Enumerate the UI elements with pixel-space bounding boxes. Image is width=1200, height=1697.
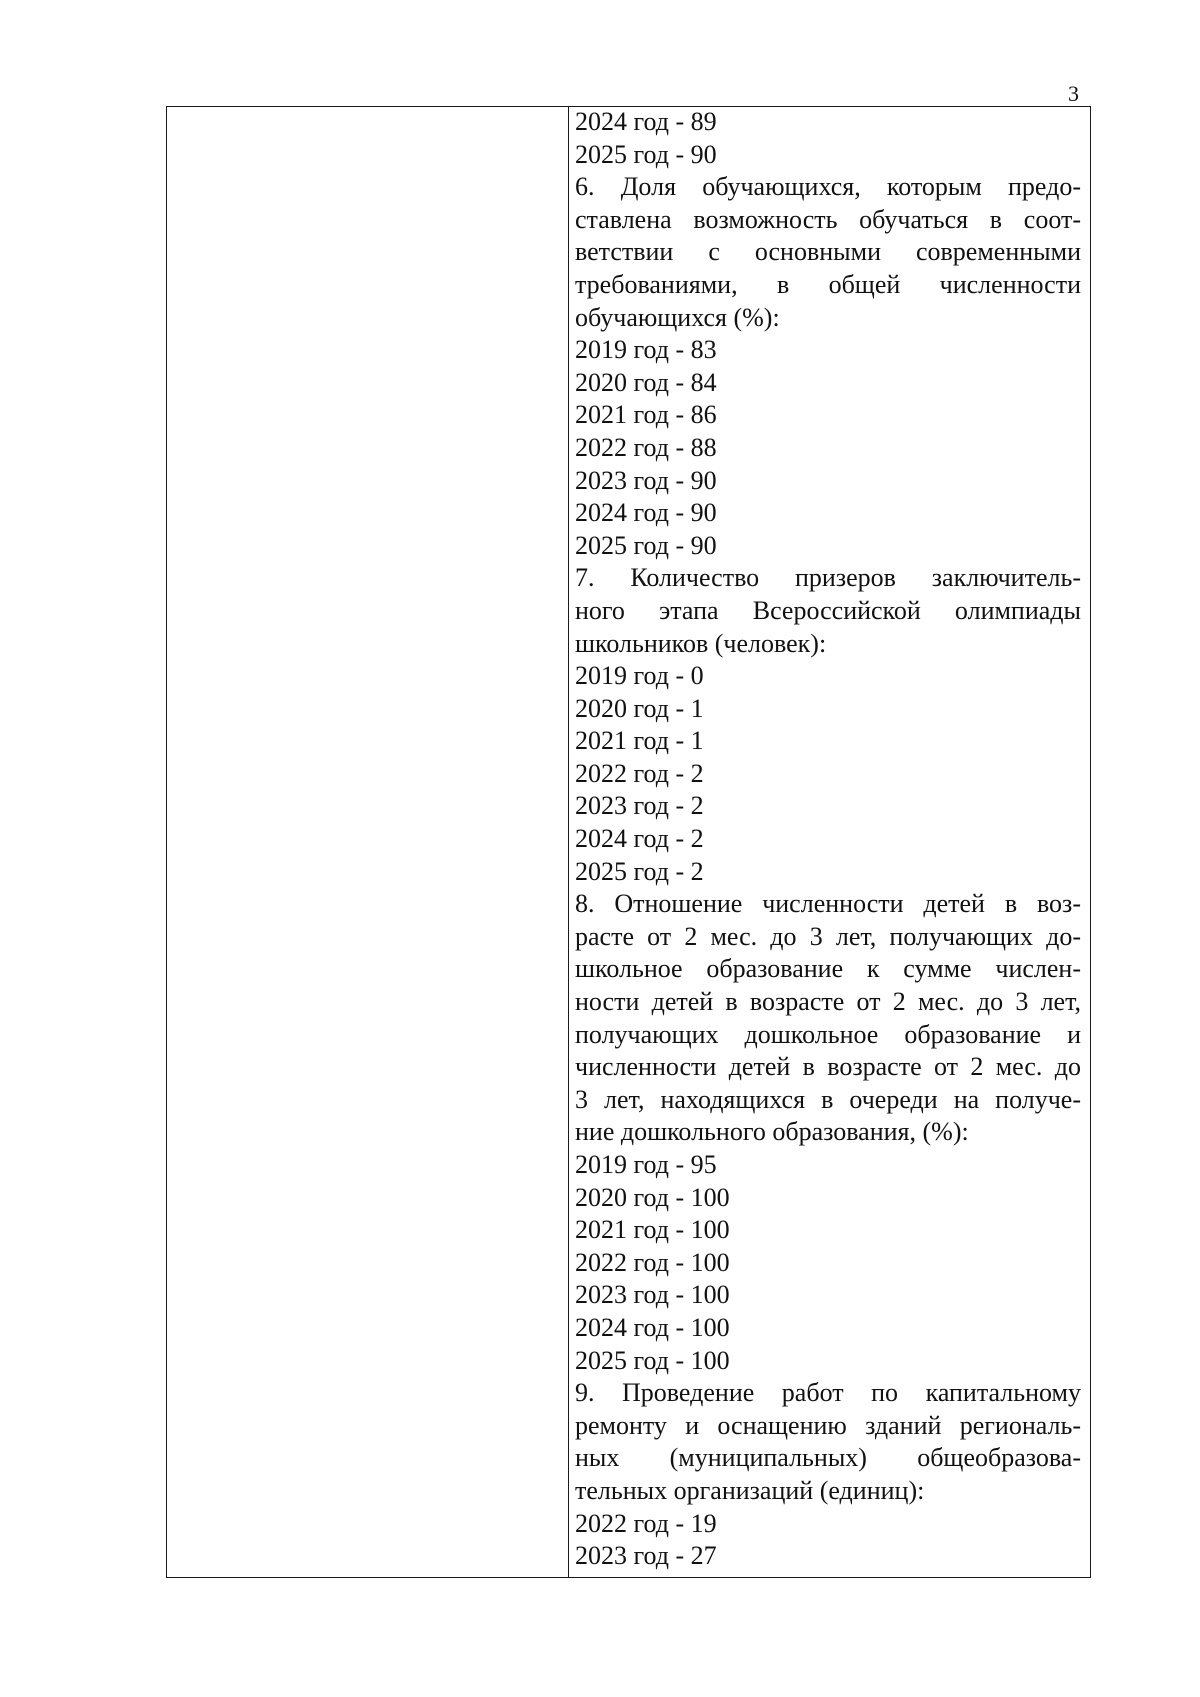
column-divider [568, 107, 569, 1577]
text-line: обучающихся (%): [575, 302, 780, 332]
text-line: 6. Доля обучающихся, которым предо- [575, 172, 1081, 202]
text-line: 2021 год - 1 [575, 726, 704, 756]
text-line: 9. Проведение работ по капитальному [575, 1378, 1081, 1408]
text-line: 2022 год - 88 [575, 432, 717, 462]
text-line: ных (муниципальных) общеобразова- [575, 1443, 1081, 1473]
text-line: 7. Количество призеров заключитель- [575, 563, 1081, 593]
indicators-table [166, 106, 1091, 1578]
text-line: ставлена возможность обучаться в соот- [575, 204, 1081, 234]
text-line: школьное образование к сумме числен- [575, 954, 1081, 984]
text-line: 2021 год - 100 [575, 1215, 730, 1245]
text-line: 2022 год - 19 [575, 1508, 717, 1538]
text-line: требованиями, в общей численности [575, 269, 1081, 299]
text-line: 2019 год - 95 [575, 1150, 717, 1179]
text-line: расте от 2 мес. до 3 лет, получающих до- [575, 921, 1081, 951]
text-line: ние дошкольного образования, (%): [575, 1117, 969, 1147]
text-line: 2020 год - 100 [575, 1182, 730, 1212]
text-line: ного этапа Всероссийской олимпиады [575, 595, 1081, 625]
text-line: 2024 год - 2 [575, 824, 704, 854]
text-line: 2022 год - 100 [575, 1247, 730, 1277]
text-line: 2024 год - 100 [575, 1312, 730, 1342]
page-number: 3 [1068, 81, 1079, 106]
text-line: 2022 год - 2 [575, 758, 704, 788]
text-line: школьников (человек): [575, 628, 827, 658]
text-line: ветствии с основными современными [575, 237, 1081, 267]
text-line: 8. Отношение численности детей в воз- [575, 889, 1081, 919]
text-line: 2025 год - 2 [575, 856, 704, 886]
table-right-cell [575, 106, 1081, 1573]
text-line: тельных организаций (единиц): [575, 1475, 925, 1505]
text-line: ремонту и оснащению зданий региональ- [575, 1410, 1081, 1440]
text-line: 2024 год - 89 [575, 107, 717, 136]
text-line: 2023 год - 90 [575, 465, 717, 495]
text-line: 2020 год - 1 [575, 693, 704, 723]
text-line: 3 лет, находящихся в очереди на получе- [575, 1084, 1081, 1114]
text-line: получающих дошкольное образование и [575, 1019, 1081, 1049]
text-line: 2023 год - 27 [575, 1541, 717, 1571]
text-line: 2023 год - 100 [575, 1280, 730, 1310]
text-line: 2024 год - 90 [575, 498, 717, 528]
text-line: численности детей в возрасте от 2 мес. до [575, 1052, 1081, 1082]
text-line: 2023 год - 2 [575, 791, 704, 821]
table-left-cell [167, 107, 568, 1577]
text-line: 2025 год - 100 [575, 1345, 730, 1375]
text-line: 2019 год - 83 [575, 335, 717, 365]
text-line: 2020 год - 84 [575, 367, 717, 397]
text-line: 2025 год - 90 [575, 530, 717, 560]
text-line: ности детей в возрасте от 2 мес. до 3 лет, [575, 987, 1081, 1017]
text-line: 2019 год - 0 [575, 661, 704, 691]
text-line: 2025 год - 90 [575, 139, 717, 169]
text-line: 2021 год - 86 [575, 400, 717, 430]
